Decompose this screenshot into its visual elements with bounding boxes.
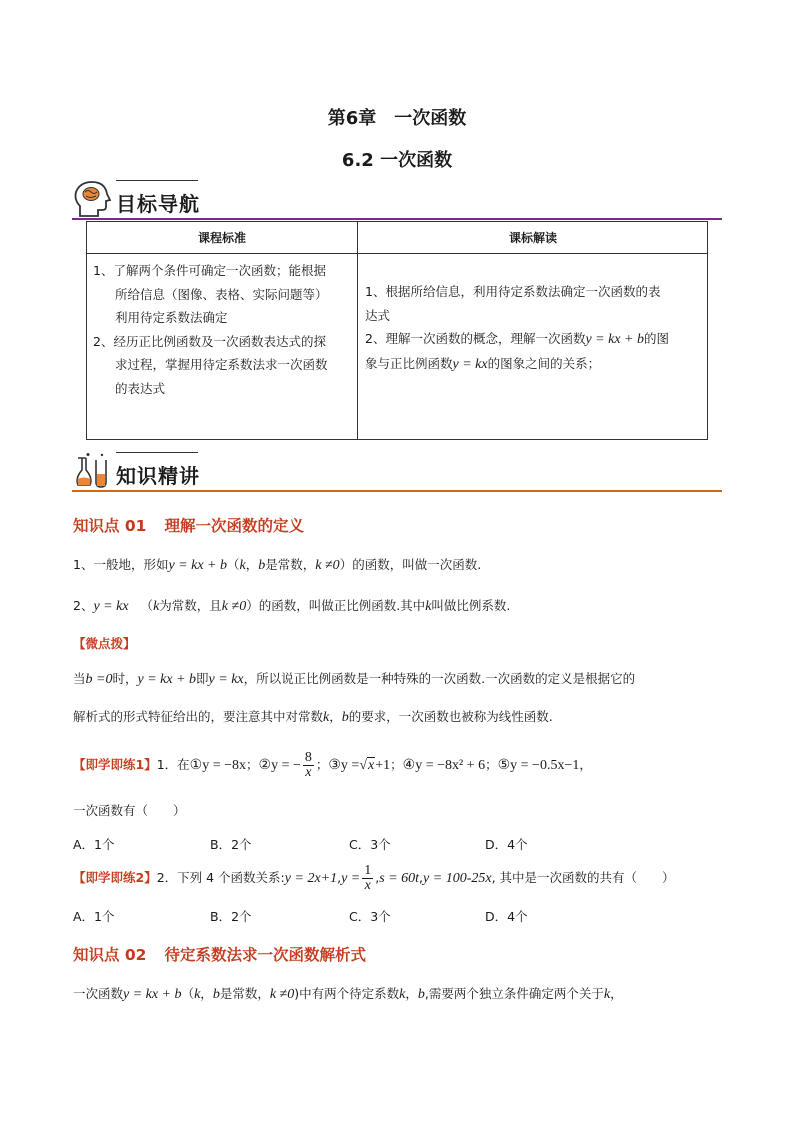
goals-section-header (72, 180, 722, 220)
definition-line-1: 1、一般地，形如y = kx + b（k，b是常数，k ≠0）的函数，叫做一次函数. (73, 557, 482, 573)
interpretation-line: 达式 (365, 307, 391, 323)
option-d[interactable]: D．4个 (485, 837, 528, 852)
interpretation-line: 1、根据所给信息，利用待定系数法确定一次函数的表 (365, 284, 661, 299)
linear-formula: y = kx + b (585, 332, 645, 348)
option-b[interactable]: B．2个 (210, 837, 252, 852)
exercise-1-question: 一次函数有（ ） (73, 803, 186, 818)
fraction: $\frac{1}{x}$ (364, 863, 372, 893)
section-title: 6.2 一次函数 (341, 150, 453, 171)
option-a[interactable]: A．1个 (73, 909, 115, 924)
knowledge-section-rule (72, 490, 722, 492)
option-c[interactable]: C．3个 (349, 909, 391, 924)
knowledge-section-title: 知识精讲 (116, 464, 200, 488)
interpretation-cell (365, 280, 705, 376)
exercise-1: 【即学即练1】1．在①y = −8x；②y = − $\frac{8}{x}$ ；③y =√x+1；④y = −8x² + 6；⑤y = −0.5x−1， (73, 750, 592, 780)
exercise-1-options (73, 835, 673, 853)
hint-label: 【微点拨】 (73, 636, 136, 651)
exercise-2-options (73, 907, 673, 925)
fraction: $\frac{8}{x}$ (304, 750, 312, 780)
option-a[interactable]: A．1个 (73, 837, 115, 852)
header-top-line (116, 452, 198, 453)
goals-section-rule (72, 218, 722, 220)
standard-line: 求过程，掌握用待定系数法求一次函数 (115, 357, 328, 373)
definition-line-2: 2、y = kx （k为常数，且k ≠0）的函数，叫做正比例函数.其中k叫做比例系数. (73, 598, 511, 614)
point-2-line-1: 一次函数y = kx + b（k，b是常数，k ≠0)中有两个待定系数k，b,需要两个独立条件确定两个关于k， (73, 986, 623, 1002)
col-header-interpretation: 课标解读 (508, 231, 557, 245)
standard-line: 的表达式 (115, 380, 166, 396)
knowledge-point-number: 知识点 02 (73, 946, 147, 964)
interpretation-line: 2、理解一次函数的概念，理解一次函数y = kx + b的图 (365, 331, 670, 348)
exercise-label: 【即学即练2】 (73, 870, 157, 885)
knowledge-section-header (72, 452, 722, 492)
brain-head-icon (72, 180, 112, 218)
standard-cell (93, 259, 355, 401)
goals-section-title: 目标导航 (116, 192, 200, 216)
proportional-formula: y = kx (452, 356, 488, 372)
hint-line-1: 当b =0时，y = kx + b即y = kx，所以说正比例函数是一种特殊的一次函数.一次函数的定义是根据它的 (73, 671, 636, 687)
exercise-2: 【即学即练2】2．下列 4 个函数关系:y = 2x+1,y = $\frac{1}{x}$ ,s = 60t,y = 100-25x, 其中是一次函数的共有（ ） (73, 863, 675, 893)
standard-line: 1、了解两个条件可确定一次函数；能根据 (93, 263, 326, 278)
standard-line: 2、经历正比例函数及一次函数表达式的探 (93, 333, 326, 349)
header-top-line (116, 180, 198, 181)
knowledge-point-title: 待定系数法求一次函数解析式 (164, 946, 366, 964)
hint-line-2: 解析式的形式特征给出的，要注意其中对常数k，b的要求，一次函数也被称为线性函数. (73, 709, 553, 725)
option-b[interactable]: B．2个 (210, 909, 252, 924)
knowledge-point-number: 知识点 01 (73, 517, 147, 535)
square-root: x (368, 758, 375, 773)
knowledge-point-title: 理解一次函数的定义 (164, 517, 304, 535)
goals-table (86, 221, 708, 440)
standard-line: 利用待定系数法确定 (115, 310, 228, 326)
lab-flask-icon (72, 452, 112, 490)
option-c[interactable]: C．3个 (349, 837, 391, 852)
chapter-title: 第6章 一次函数 (327, 108, 467, 129)
col-header-standard: 课程标准 (197, 231, 246, 245)
standard-line: 所给信息（图像、表格、实际问题等） (115, 286, 328, 302)
knowledge-point-1-heading (73, 514, 304, 536)
exercise-label: 【即学即练1】 (73, 757, 157, 772)
knowledge-point-2-heading (73, 943, 366, 965)
option-d[interactable]: D．4个 (485, 909, 528, 924)
interpretation-line: 象与正比例函数y = kx的图象之间的关系； (365, 355, 601, 372)
